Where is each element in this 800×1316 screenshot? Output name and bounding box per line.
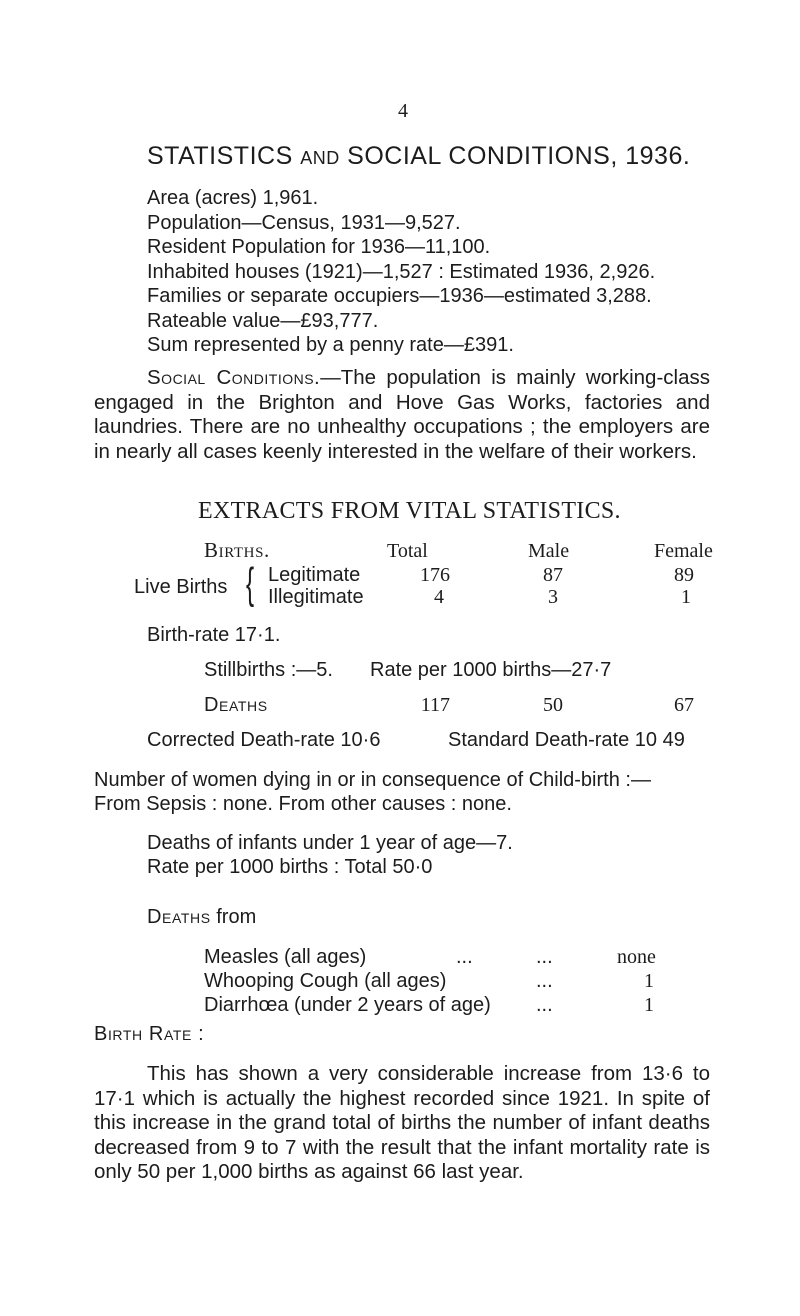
stat-population-census: Population—Census, 1931—9,527. <box>147 211 461 234</box>
deaths-heading: Deaths <box>204 694 268 716</box>
cause-measles-value: none <box>617 946 656 968</box>
illegitimate-total: 4 <box>434 586 444 608</box>
brace-symbol: { <box>246 559 255 608</box>
social-conditions-heading: Social Conditions. <box>147 366 321 389</box>
cause-whooping-cough-dots: ... <box>536 970 553 992</box>
column-male: Male <box>528 540 570 562</box>
corrected-death-rate: Corrected Death-rate 10·6 <box>147 729 381 751</box>
stat-rateable-value: Rateable value—£93,777. <box>147 309 379 332</box>
infant-deaths-line-1: Deaths of infants under 1 year of age—7. <box>147 832 513 854</box>
legitimate-label: Legitimate <box>268 564 361 586</box>
childbirth-line-2: From Sepsis : none. From other causes : none. <box>94 793 512 815</box>
deaths-from-heading-sc: Deaths <box>147 906 211 928</box>
birth-rate-paragraph: This has shown a very considerable increase from 13·6 to 17·1 which is actually the highest recorded since 1921. In spite of this increase in the grand total of births the number of infant deaths decreased from 9 to 7 with the result that the infant mortality rate is only 50 per 1,000 births as against 66 last year. <box>94 1062 710 1183</box>
cause-measles-dots-2: ... <box>536 946 553 968</box>
stat-area: Area (acres) 1,961. <box>147 187 319 209</box>
stillbirths-rate: Rate per 1000 births—27·7 <box>370 659 612 681</box>
cause-whooping-cough: Whooping Cough (all ages) <box>204 970 447 992</box>
page-title <box>147 142 690 171</box>
illegitimate-female: 1 <box>681 586 691 608</box>
deaths-from-heading <box>147 906 256 929</box>
stat-penny-rate: Sum represented by a penny rate—£391. <box>147 334 514 356</box>
illegitimate-male: 3 <box>548 586 558 608</box>
column-total: Total <box>387 540 428 562</box>
childbirth-line-1: Number of women dying in or in consequence of Child-birth :— <box>94 769 651 791</box>
legitimate-total: 176 <box>420 564 450 586</box>
cause-measles: Measles (all ages) <box>204 946 367 968</box>
stat-resident-population: Resident Population for 1936—11,100. <box>147 236 491 258</box>
stats-list <box>147 186 655 358</box>
stillbirths-label: Stillbirths :—5. <box>204 659 333 681</box>
cause-diarrhoea-value: 1 <box>644 994 654 1016</box>
deaths-from-heading-rest: from <box>216 906 257 928</box>
birth-rate-section-heading: Birth Rate : <box>94 1023 205 1045</box>
legitimate-male: 87 <box>543 564 563 586</box>
social-conditions-paragraph <box>94 366 710 464</box>
column-female: Female <box>654 540 713 562</box>
deaths-total: 117 <box>420 694 450 716</box>
social-conditions-text: —The population is mainly working-class engaged in the Brighton and Hove Gas Works, factories and laundries. There are no unhealthy occupations ; the employers are in nearly all cases keenly interested in the welfare of their workers. <box>94 366 710 463</box>
deaths-male: 50 <box>543 694 563 716</box>
cause-diarrhoea: Diarrhœa (under 2 years of age) <box>204 994 491 1016</box>
cause-whooping-cough-value: 1 <box>644 970 654 992</box>
standard-death-rate: Standard Death-rate 10 49 <box>448 729 685 751</box>
deaths-female: 67 <box>674 694 694 716</box>
cause-measles-dots-1: ... <box>456 946 473 968</box>
births-heading: Births. <box>204 538 270 562</box>
title-part-1: STATISTICS <box>147 142 293 170</box>
cause-diarrhoea-dots: ... <box>536 994 553 1016</box>
title-part-2: SOCIAL CONDITIONS, 1936. <box>347 142 691 170</box>
page-number: 4 <box>398 100 408 122</box>
extracts-heading: EXTRACTS FROM VITAL STATISTICS. <box>198 498 621 524</box>
stat-families: Families or separate occupiers—1936—estimated 3,288. <box>147 285 652 307</box>
illegitimate-label: Illegitimate <box>268 586 364 608</box>
stat-inhabited-houses: Inhabited houses (1921)—1,527 : Estimated 1936, 2,926. <box>147 260 656 283</box>
birth-rate-line: Birth-rate 17·1. <box>147 624 281 646</box>
legitimate-female: 89 <box>674 564 694 586</box>
live-births-label: Live Births <box>134 576 228 598</box>
infant-deaths-line-2: Rate per 1000 births : Total 50·0 <box>147 856 433 878</box>
title-and: AND <box>300 148 340 168</box>
